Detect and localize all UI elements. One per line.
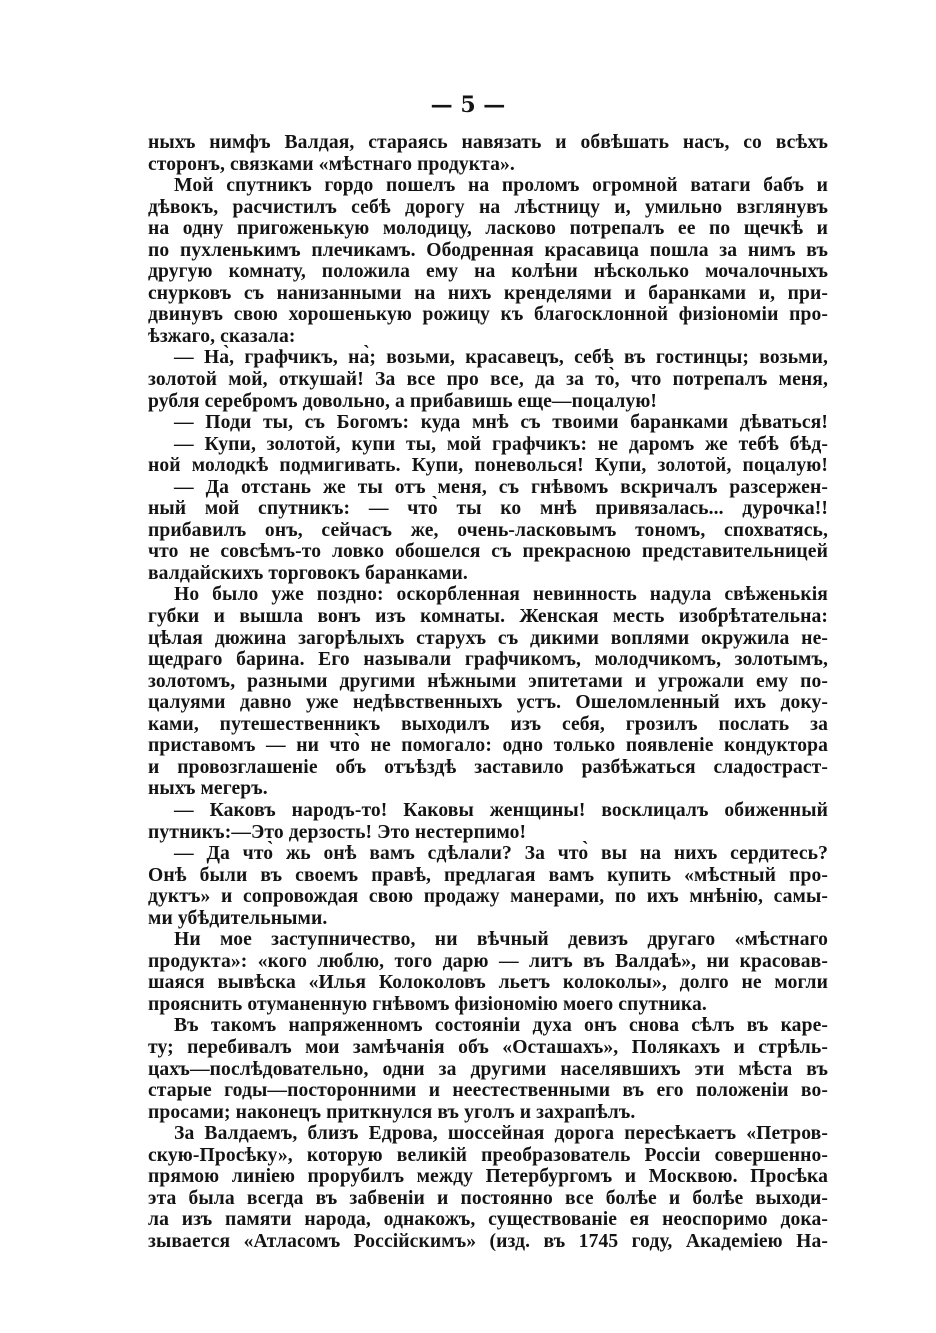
text-line: Но было уже поздно: оскорбленная невинность надула свѣженькія: [174, 584, 828, 606]
text-line: двинувъ свою хорошенькую рожицу къ благосклонной физіономіи про-: [148, 304, 828, 326]
text-line: прямою линіею прорубилъ между Петербургомъ и Москвою. Просѣка: [148, 1166, 828, 1188]
text-line: — На̀, графчикъ, на̀; возьми, красавецъ, себѣ въ гостинцы; возьми,: [174, 347, 828, 369]
text-line: дуктъ» и сопровождая свою продажу манерами, по ихъ мнѣнію, самы-: [148, 886, 828, 908]
text-line: прибавилъ онъ, сейчасъ же, очень-ласковымъ тономъ, спохватясь,: [148, 519, 828, 541]
text-line: Ни мое заступничество, ни вѣчный девизъ другаго «мѣстнаго: [174, 929, 828, 951]
text-line: просами; наконецъ приткнулся въ уголъ и захрапѣлъ.: [148, 1101, 636, 1123]
body-text: [148, 132, 828, 1252]
text-line: щедраго барина. Его называли графчикомъ, молодчикомъ, золотымъ,: [148, 649, 828, 671]
text-line: ла изъ памяти народа, однакожъ, существованіе ея неоспоримо дока-: [148, 1209, 828, 1231]
text-line: Мой спутникъ гордо пошелъ на проломъ огромной ватаги бабъ и: [174, 175, 828, 197]
text-line: снурковъ съ нанизанными на нихъ кренделями и баранками и, при-: [148, 282, 828, 304]
text-line: ныхъ мегеръ.: [148, 778, 268, 800]
text-line: старые годы—посторонними и неестественными въ его положеніи во-: [148, 1080, 828, 1102]
text-line: шаяся вывѣска «Илья Колоколовъ льетъ колоколы», долго не могли: [148, 972, 828, 994]
text-line: путникъ:—Это дерзость! Это нестерпимо!: [148, 821, 527, 843]
text-line: продукта»: «кого люблю, того дарю — литъ въ Валдаѣ», ни красовав-: [148, 950, 828, 972]
text-line: — Да отстань же ты отъ меня, съ гнѣвомъ вскричалъ разсержен-: [174, 476, 828, 498]
text-line: эта была всегда въ забвеніи и постоянно все болѣе и болѣе выходи-: [148, 1187, 828, 1209]
text-line: ной молодкѣ подмигивать. Купи, поневолься! Купи, золотой, поцалую!: [148, 455, 828, 477]
text-line: — Каковъ народъ-то! Каковы женщины! восклицалъ обиженный: [174, 799, 828, 821]
text-line: что не совсѣмъ-то ловко обошелся съ прекрасною представительницей: [148, 541, 828, 563]
text-line: ту; перебивалъ мои замѣчанія объ «Осташахъ», Полякахъ и стрѣль-: [148, 1036, 828, 1058]
text-line: ѣзжаго, сказала:: [148, 325, 296, 347]
text-line: прояснить отуманенную гнѣвомъ физіономію моего спутника.: [148, 993, 707, 1015]
text-line: на одну пригоженькую молодицу, ласково потрепалъ ее по щечкѣ и: [148, 218, 828, 240]
text-line: губки и вышла вонъ изъ комнаты. Женская месть изобрѣтательна:: [148, 606, 828, 628]
text-line: цахъ—послѣдовательно, одни за другими населявшихъ эти мѣста въ: [148, 1058, 828, 1080]
text-line: валдайскихъ торговокъ баранками.: [148, 562, 468, 584]
text-line: по пухленькимъ плечикамъ. Ободренная красавица пошла за нимъ въ: [148, 239, 828, 261]
text-line: — Поди ты, съ Богомъ: куда мнѣ съ твоими баранками дѣваться!: [174, 412, 828, 434]
text-line: ми убѣдительными.: [148, 907, 328, 929]
text-line: цалуями давно уже недѣвственныхъ устъ. Ошеломленный ихъ доку-: [148, 692, 828, 714]
text-line: скую-Просѣку», которую великій преобразователь Россіи совершенно-: [148, 1144, 828, 1166]
text-line: цѣлая дюжина загорѣлыхъ старухъ съ дикими воплями окружила не-: [148, 627, 828, 649]
text-line: зывается «Атласомъ Россійскимъ» (изд. въ 1745 году, Академіею На-: [148, 1230, 828, 1252]
page-number: — 5 —: [430, 92, 506, 118]
text-line: Въ такомъ напряженномъ состояніи духа онъ снова сѣлъ въ каре-: [174, 1015, 828, 1037]
text-line: ками, путешественникъ выходилъ изъ себя, грозилъ послать за: [148, 713, 828, 735]
text-line: — Купи, золотой, купи ты, мой графчикъ: не даромъ же тебѣ бѣд-: [174, 433, 828, 455]
text-line: золотомъ, разными другими нѣжными эпитетами и угрожали ему по-: [148, 670, 828, 692]
text-line: приставомъ — ни что̀ не помогало: одно только появленіе кондуктора: [148, 735, 828, 757]
text-line: За Валдаемъ, близъ Едрова, шоссейная дорога пересѣкаетъ «Петров-: [174, 1123, 828, 1145]
text-line: ныхъ нимфъ Валдая, стараясь навязать и обвѣшать насъ, со всѣхъ: [148, 132, 828, 153]
text-line: Онѣ были въ своемъ правѣ, предлагая вамъ купить «мѣстный про-: [148, 864, 828, 886]
text-line: — Да что̀ жь онѣ вамъ сдѣлали? За что̀ вы на нихъ сердитесь?: [174, 843, 828, 865]
text-line: золотой мой, откушай! За все про все, да за то̀, что потрепалъ меня,: [148, 369, 828, 391]
text-line: рубля серебромъ довольно, а прибавишь еще—поцалую!: [148, 390, 658, 412]
text-line: сторонъ, связками «мѣстнаго продукта».: [148, 153, 515, 175]
text-line: другую комнату, положила ему на колѣни нѣсколько мочалочныхъ: [148, 261, 828, 283]
text-line: дѣвокъ, расчистилъ себѣ дорогу на лѣстницу и, умильно взглянувъ: [148, 196, 828, 218]
text-line: ный мой спутникъ: — что̀ ты ко мнѣ привязалась... дурочка!!: [148, 498, 828, 520]
text-line: и провозглашеніе объ отъѣздѣ заставило разбѣжаться сладостраст-: [148, 756, 828, 778]
